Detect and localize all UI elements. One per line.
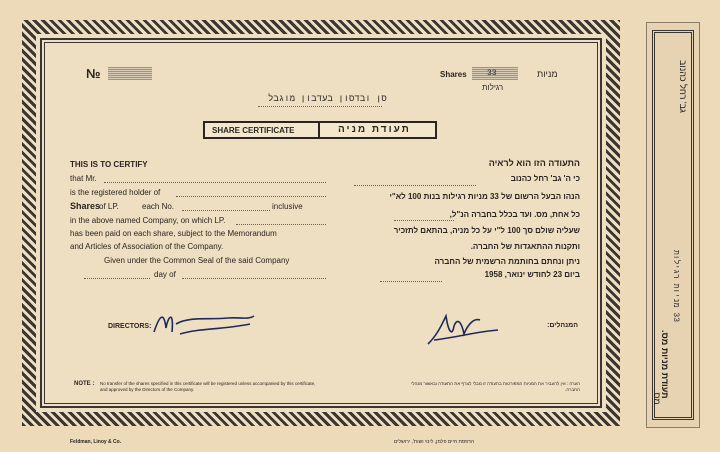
company-name-he: סן ובדסון בעדבון מוגבל — [268, 94, 387, 104]
en-registered: is the registered holder of — [70, 188, 161, 197]
en-shares: Shares — [70, 201, 101, 211]
he-directors: המנהלים: — [547, 322, 578, 329]
share-type-he: רגילות — [482, 83, 504, 92]
he-holder: כי ה' גב' רחל כהנוב — [510, 174, 580, 183]
en-name-line — [104, 182, 326, 183]
en-month-line — [182, 278, 326, 279]
he-registered: הנהו הבעל הרשום של 33 מניות רגילות בנות 100 לא"י — [389, 192, 580, 201]
note-text: No transfer of the shares specified in this certificate will be registered unless accompanied by this certificate, and approved by the Directors of the Company. — [100, 381, 316, 392]
stub-line-holder: גב' רחל כהנוב — [678, 60, 688, 113]
title-he: תעודת מניה — [338, 124, 411, 135]
he-note: הערה : אין להעביר את המניות המפורטות בתעודה זו מבלי לצרף את התעודה ובאשור מנהלי החברה. — [410, 381, 580, 392]
en-given-line: Given under the Common Seal of the said Company — [104, 256, 290, 265]
en-day-line — [84, 278, 150, 279]
director-signature-he — [424, 310, 504, 350]
he-date-line — [380, 281, 442, 282]
he-date: ביום 23 לחודש ינואר, 1958 — [484, 270, 580, 279]
en-company-line: in the above named Company, on which LP. — [70, 216, 226, 225]
printer-he: הדפסת חיים פלמן, לינוי ושות', ירושלים — [393, 439, 474, 445]
note-label: NOTE : — [74, 381, 95, 387]
company-underline — [258, 106, 382, 107]
he-certify: התעודה הזו הוא לראיה — [488, 158, 580, 168]
he-each-no: כל אחת, מס. ועד בכלל בחברה הנ"ל, — [449, 210, 580, 219]
shares-label: Shares — [440, 70, 467, 79]
stub-line-no: מס. — [652, 390, 662, 405]
stub-line-shares: 33 מניות רגילות — [671, 250, 680, 323]
title-en: SHARE CERTIFICATE — [212, 126, 295, 135]
he-paid: שעליה שולם סך 100 ל"י על כל מניה, בהתאם לתזכיר — [393, 226, 580, 235]
en-day-of: day of — [154, 270, 176, 279]
en-articles-line: and Articles of Association of the Company. — [70, 242, 224, 251]
en-lp-line — [236, 224, 326, 225]
title-divider — [318, 121, 320, 139]
he-name-line — [354, 185, 476, 186]
en-inclusive: inclusive — [272, 202, 303, 211]
en-that-mr: that Mr. — [70, 174, 97, 183]
he-each-no-line — [394, 220, 454, 221]
he-articles: ותקנות ההתאגדות של החברה. — [470, 242, 580, 251]
en-each-no-line — [182, 210, 270, 211]
en-of-lp: of LP. — [99, 202, 119, 211]
en-each-no: each No. — [142, 202, 175, 211]
shares-label-he: מניות — [537, 69, 558, 79]
number-field — [108, 67, 152, 80]
en-certify: THIS IS TO CERTIFY — [70, 160, 148, 169]
number-label: № — [86, 66, 101, 81]
director-signature-en — [150, 306, 260, 342]
shares-value: 33 — [487, 69, 497, 78]
he-seal: ניתן ונחתם בחותמת הרשמית של החברה — [434, 257, 580, 266]
stub-line-title: תעודת מניות מס. — [660, 330, 670, 399]
printer-en: Feldman, Linoy & Co. — [70, 439, 122, 445]
en-paid-line: has been paid on each share, subject to the Memorandum — [70, 229, 277, 238]
en-holder-line — [176, 196, 326, 197]
en-directors: DIRECTORS: — [108, 323, 152, 330]
